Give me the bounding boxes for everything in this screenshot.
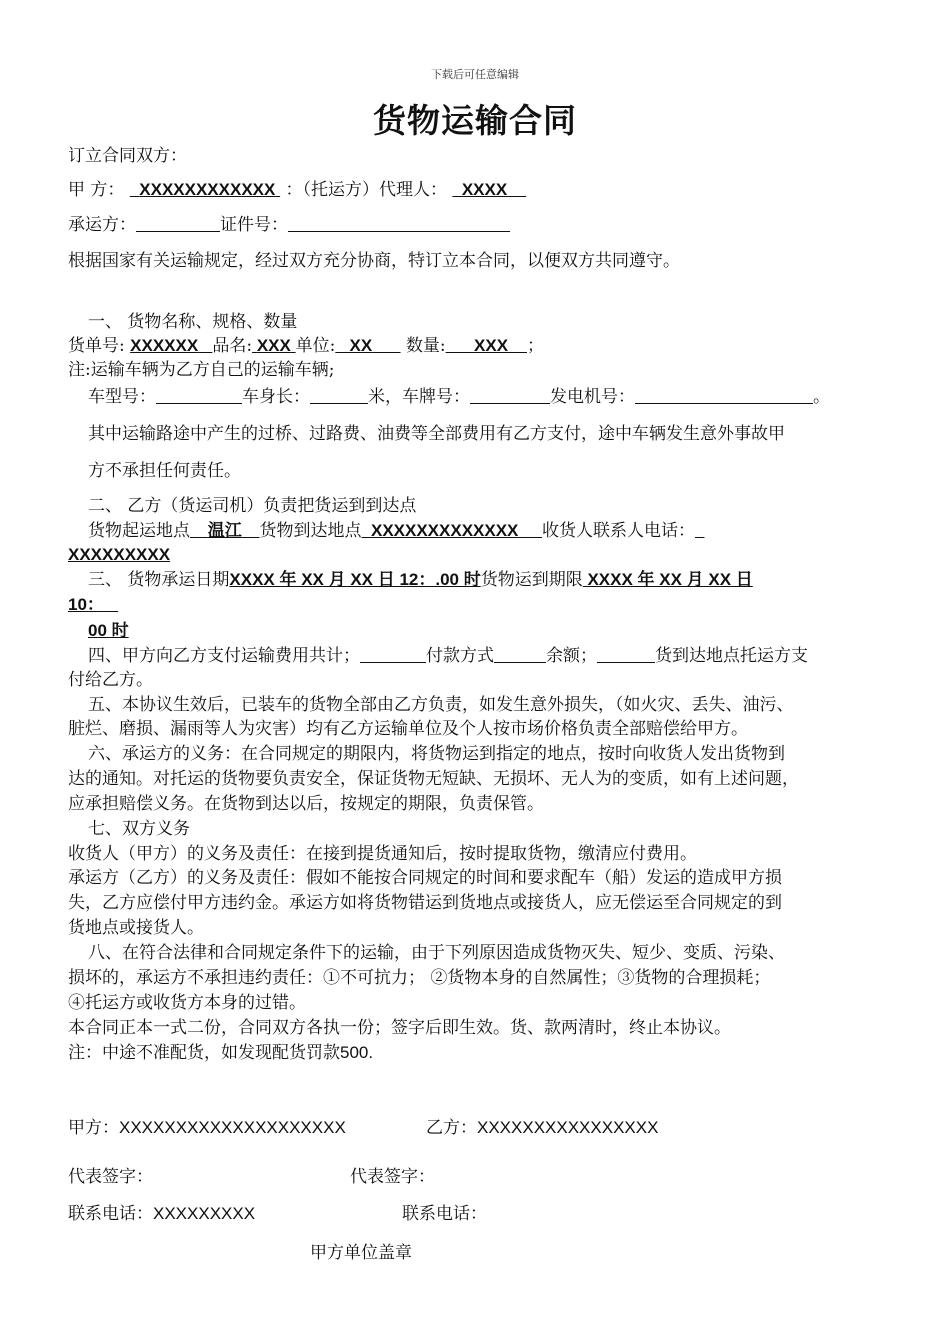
section-7-heading: 七、双方义务: [88, 819, 190, 839]
deadline-value-c: 00 时: [88, 621, 129, 640]
section-8-line-2: 损坏的，承运方不承担违约责任：①不可抗力； ②货物本身的自然属性；③货物的合理损耗；: [68, 968, 771, 988]
section-7-line-1: 收货人（甲方）的义务及责任：在接到提货通知后，按时提取货物，缴清应付费用。: [68, 844, 697, 864]
deadline-value-b: 10：: [68, 595, 104, 614]
section-5-line-2: 脏烂、磨损、漏雨等人为灾害）均有乙方运输单位及个人按市场价格负责全部赔偿给甲方。: [68, 719, 748, 739]
sign-b: [426, 1117, 658, 1139]
parties-intro: 订立合同双方：: [68, 146, 187, 166]
carrier-id-label: 证件号：: [220, 215, 288, 235]
destination-value: XXXXXXXXXXXXX: [370, 521, 519, 540]
section-2-heading: 二、 乙方（货运司机）负责把货运到到达点: [88, 496, 417, 516]
rep-sign-b: 代表签字：: [350, 1167, 435, 1187]
body-length-label: 车身长：: [242, 387, 310, 407]
phone-a-value: XXXXXXXXX: [153, 1204, 256, 1223]
destination-label: 货物到达地点: [259, 521, 362, 541]
carrier-label: 承运方：: [68, 215, 136, 235]
origin-label: 货物起运地点: [88, 521, 190, 541]
section-4-line: [88, 645, 808, 667]
party-a-seal-label: 甲方单位盖章: [310, 1243, 412, 1263]
closing-clause: 本合同正本一式二份，合同双方各执一份；签字后即生效。货、款两清时，终止本协议。: [68, 1018, 731, 1038]
section-6-line-1: 六、承运方的义务：在合同规定的期限内，将货物运到指定的地点，按时向收货人发出货物到: [88, 744, 785, 764]
sign-a-name: XXXXXXXXXXXXXXXXXXXX: [119, 1118, 346, 1137]
vehicle-type-blank: [156, 387, 242, 404]
penalty-note: 注：中途不准配货，如发现配货罚款500.: [68, 1043, 374, 1063]
party-a-role: ：（托运方）代理人：: [285, 180, 447, 200]
signature-parties: [68, 1117, 346, 1139]
document-title: 货物运输合同: [373, 101, 577, 140]
sign-b-name: XXXXXXXXXXXXXXXX: [477, 1118, 659, 1137]
penalty-amount: 500.: [340, 1043, 374, 1062]
waybill-label: 货单号:: [68, 336, 125, 356]
cost-line-1: 其中运输路途中产生的过桥、过路费、油费等全部费用有乙方支付，途中车辆发生意外事故甲: [88, 424, 785, 444]
section-5-line-1: 五、本协议生效后，已装车的货物全部由乙方负责，如发生意外损失，（如火灾、丢失、油污、: [88, 695, 794, 715]
section-7-line-3: 失，乙方应偿付甲方违约金。承运方如将货物错运到货地点或接货人，应无偿运至合同规定的到: [68, 893, 782, 913]
phone-b: 联系电话：: [402, 1204, 487, 1224]
preamble: 根据国家有关运输规定，经过双方充分协商，特订立本合同，以便双方共同遵守。: [68, 251, 680, 271]
vehicle-line-end: 。: [813, 387, 830, 407]
qty-tail: ；: [526, 336, 544, 356]
waybill-value: XXXXXX: [130, 336, 199, 355]
balance-blank: [597, 646, 655, 663]
section-8-line-1: 八、在符合法律和合同规定条件下的运输，由于下列原因造成货物灭失、短少、变质、污染、: [88, 943, 785, 963]
section-8-line-3: ④托运方或收货方本身的过错。: [68, 993, 306, 1013]
balance-label: 余额；: [546, 646, 597, 666]
unit-label: 单位:: [295, 336, 336, 356]
party-a-name: XXXXXXXXXXXX: [139, 180, 276, 199]
payment-method-blank: [494, 646, 546, 663]
section-6-line-3: 应承担赔偿义务。在货物到达以后，按规定的期限，负责保管。: [68, 794, 544, 814]
section-6-line-2: 达的通知。对托运的货物要负责安全，保证货物无短缺、无损坏、无人为的变质，如有上述问题，: [68, 769, 799, 789]
plate-label: 米，车牌号：: [368, 387, 470, 407]
consignee-phone-label: 收货人联系人电话：: [542, 521, 696, 541]
deadline-value-a: XXXX 年 XX 月 XX 日: [587, 570, 753, 589]
fee-blank: [360, 646, 426, 663]
qty-label: 数量:: [405, 336, 446, 356]
goods-line: [68, 335, 544, 357]
fee-label: 四、甲方向乙方支付运输费用共计；: [88, 646, 360, 666]
ship-date-value: XXXX 年 XX 月 XX 日 12：.00 时: [229, 570, 481, 589]
phone-a: 联系电话：XXXXXXXXX: [68, 1204, 256, 1224]
section-7-line-2: 承运方（乙方）的义务及责任：假如不能按合同规定的时间和要求配车（船）发运的造成甲方损: [68, 868, 782, 888]
sign-b-label: 乙方：: [426, 1118, 477, 1138]
carrier-blank: [136, 215, 220, 232]
section-7-line-4: 货地点或接货人。: [68, 918, 204, 938]
header-note: 下载后可任意编辑: [431, 68, 519, 81]
vehicle-line: [88, 386, 830, 408]
carrier-line: [68, 214, 510, 236]
body-length-blank: [310, 387, 368, 404]
consignee-phone-value: XXXXXXXXX: [68, 545, 171, 564]
unit-value: XX: [349, 336, 373, 355]
goods-name-label: 品名:: [212, 336, 253, 356]
carrier-id-blank: [288, 215, 510, 232]
vehicle-note: 注:运输车辆为乙方自己的运输车辆;: [68, 360, 335, 380]
party-a-agent: XXXX: [461, 180, 508, 199]
party-a-line: [68, 179, 526, 201]
deadline-label: 货物运到期限: [480, 570, 583, 590]
goods-name-value: XXX: [256, 336, 291, 355]
rep-sign-a: 代表签字：: [68, 1167, 153, 1187]
engine-label: 发电机号：: [550, 387, 635, 407]
party-a-label: 甲 方：: [68, 180, 125, 200]
qty-value: XXX: [474, 336, 509, 355]
cost-line-2: 方不承担任何责任。: [88, 461, 241, 481]
vehicle-type-label: 车型号：: [88, 387, 156, 407]
consignee-phone-blank: [695, 521, 704, 540]
section-4-cont: 付给乙方。: [68, 670, 153, 690]
section-1-heading: 一、 货物名称、规格、数量: [88, 312, 298, 332]
origin-value: 温江: [207, 521, 242, 541]
sign-a-label: 甲方：: [68, 1118, 119, 1138]
route-line: [88, 520, 704, 542]
payment-method-label: 付款方式: [426, 646, 494, 666]
plate-blank: [470, 387, 550, 404]
section-3-heading: 三、 货物承运日期: [88, 570, 230, 590]
engine-blank: [635, 387, 813, 404]
payment-tail: 货到达地点托运方支: [655, 646, 808, 666]
section-3-line: [88, 569, 753, 591]
